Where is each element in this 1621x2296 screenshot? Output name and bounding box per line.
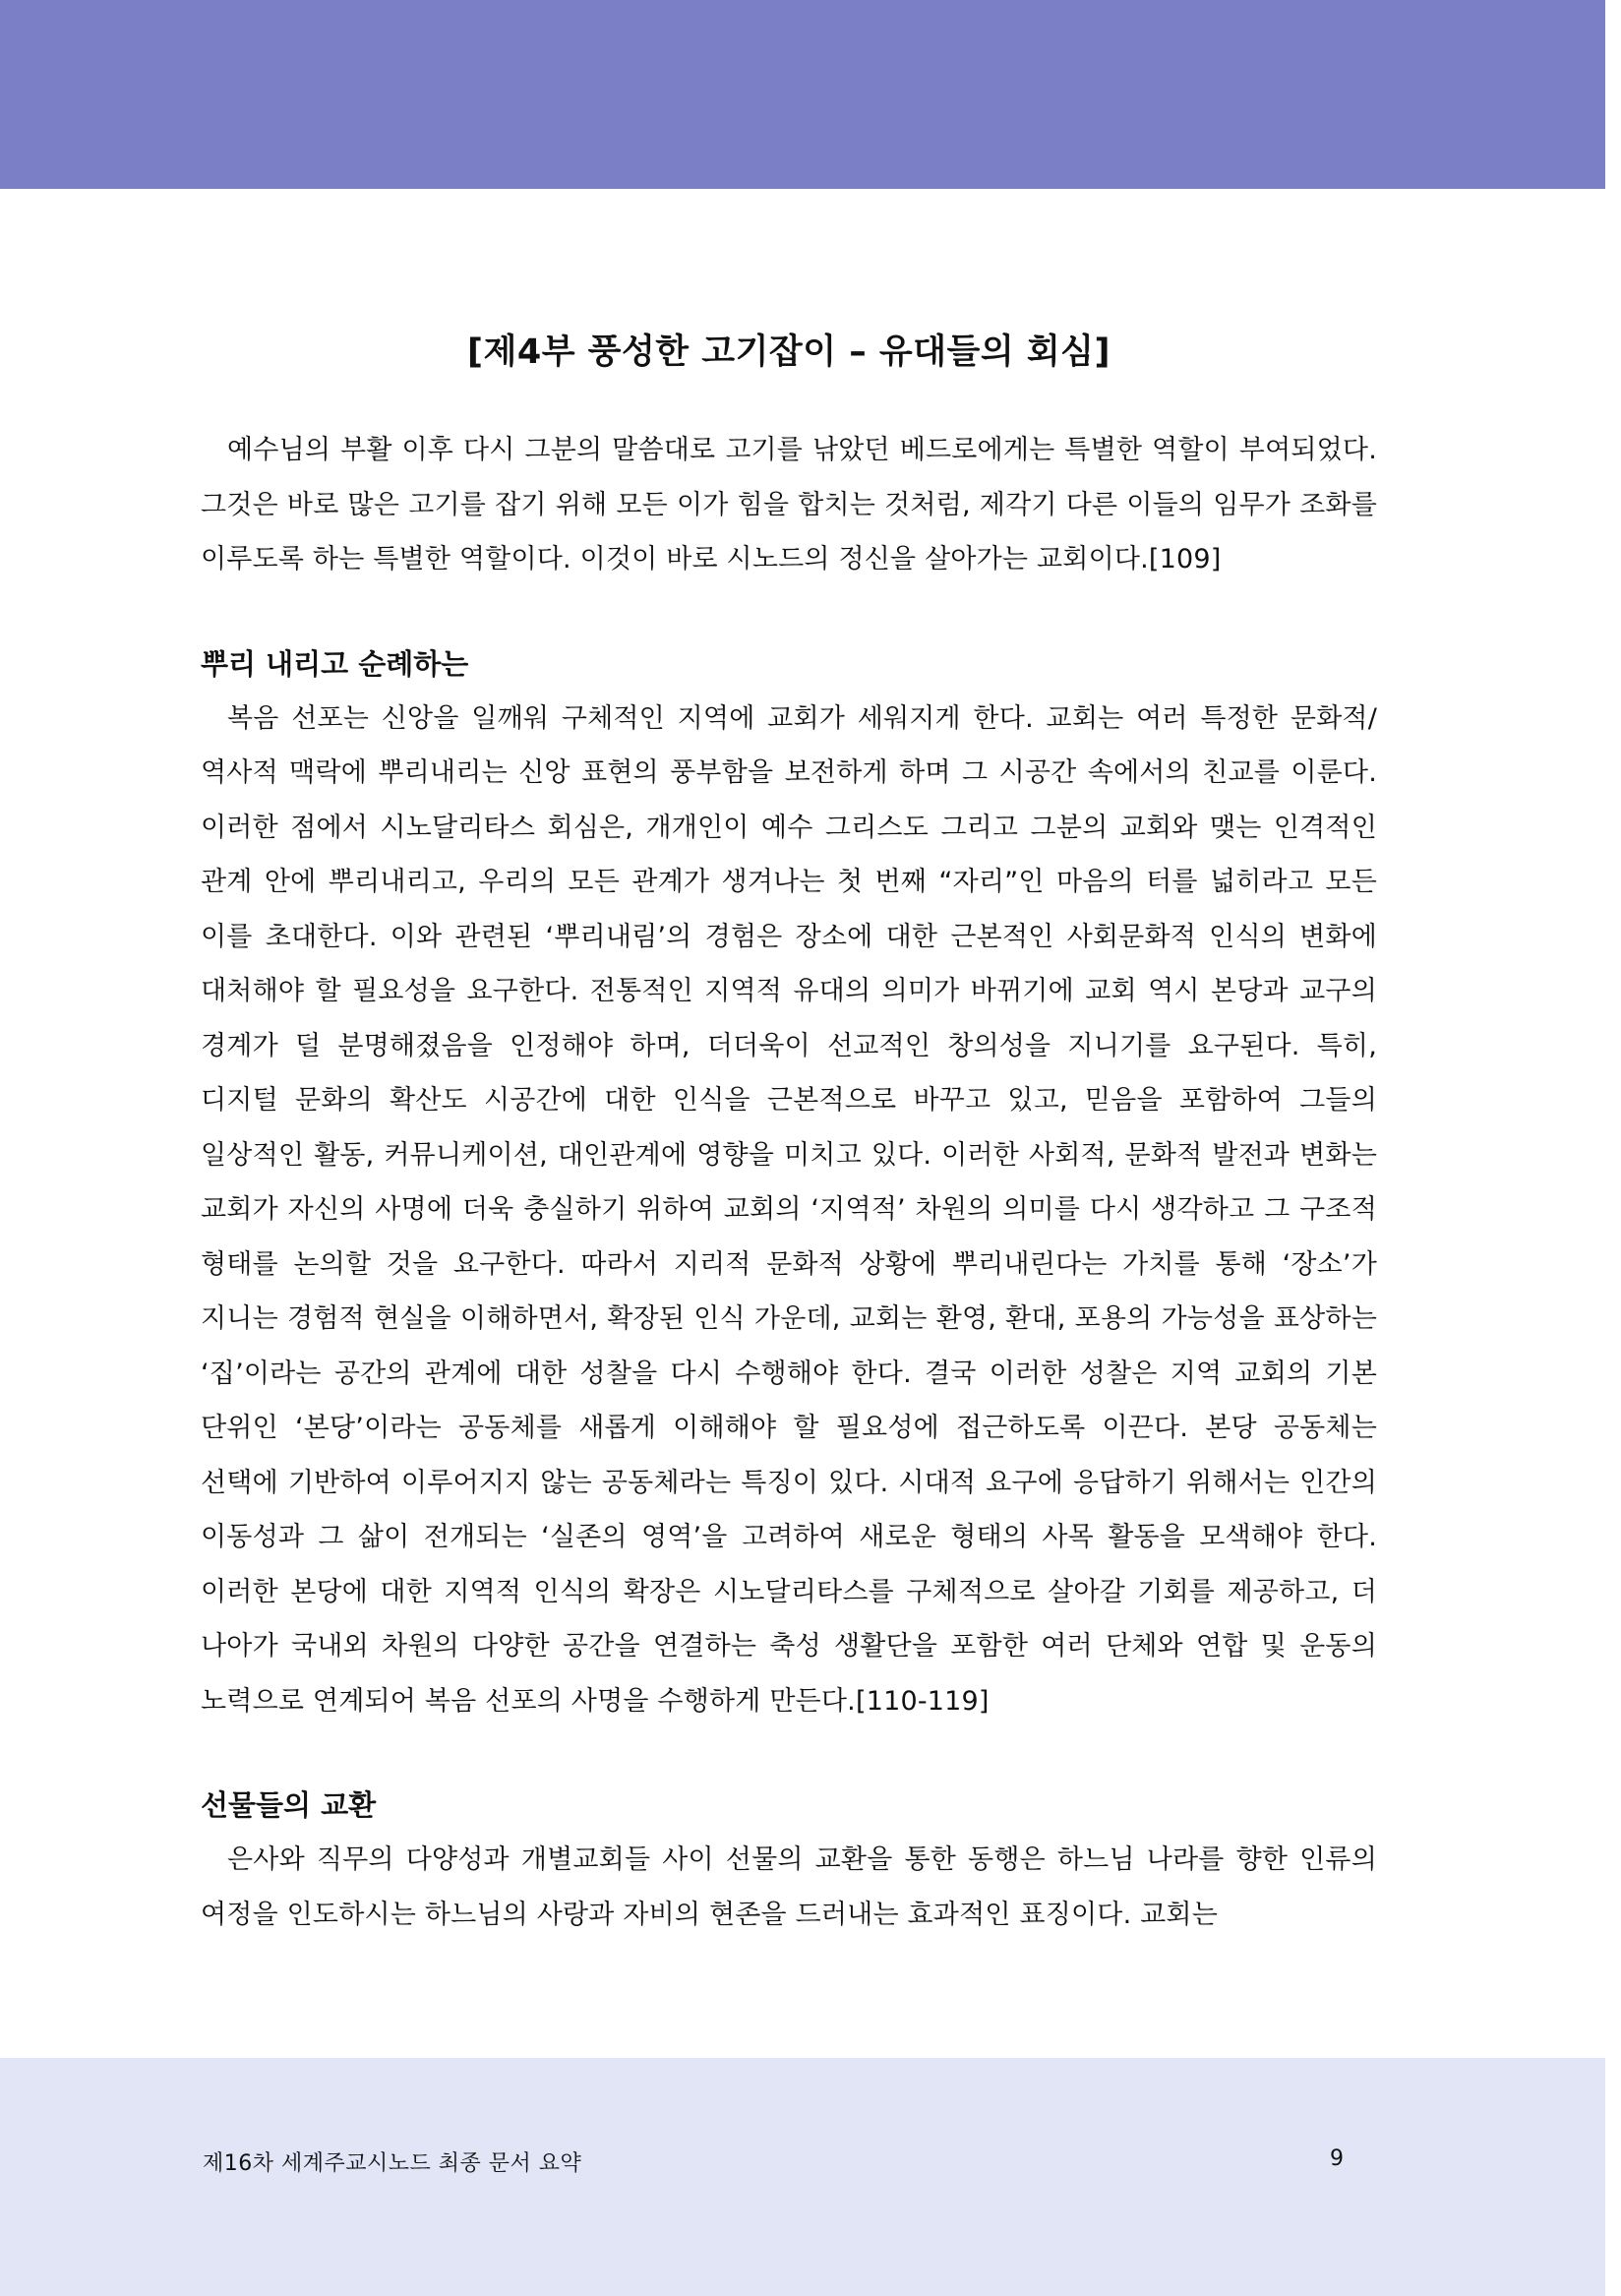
document-title: [제4부 풍성한 고기잡이 – 유대들의 회심] [467,332,1111,372]
section-exchange-of-gifts [201,1783,1377,1942]
section-heading: 선물들의 교환 [201,1788,377,1822]
section-paragraph: 복음 선포는 신앙을 일깨워 구체적인 지역에 교회가 세워지게 한다. 교회는 여러 특정한 문화적/역사적 맥락에 뿌리내리는 신앙 표현의 풍부함을 보전하게 하며 그 시공간 속에서의 친교를 이룬다. 이러한 점에서 시노달리타스 회심은, 개개인이 예수 그리스도 그리고 그분의 교회와 맺는 인격적인 관계 안에 뿌리내리고, 우리의 모든 관계가 생겨나는 첫 번째 “자리”인 마음의 터를 넓히라고 모든 이를 초대한다. 이와 관련된 ‘뿌리내림’의 경험은 장소에 대한 근본적인 사회문화적 인식의 변화에 대처해야 할 필요성을 요구한다. 전통적인 지역적 유대의 의미가 바뀌기에 교회 역시 본당과 교구의 경계가 덜 분명해졌음을 인정해야 하며, 더더욱이 선교적인 창의성을 지니기를 요구된다. 특히, 디지털 문화의 확산도 시공간에 대한 인식을 근본적으로 바꾸고 있고, 믿음을 포함하여 그들의 일상적인 활동, 커뮤니케이션, 대인관계에 영향을 미치고 있다. 이러한 사회적, 문화적 발전과 변화는 교회가 자신의 사명에 더욱 충실하기 위하여 교회의 ‘지역적’ 차원의 의미를 다시 생각하고 그 구조적 형태를 논의할 것을 요구한다. 따라서 지리적 문화적 상황에 뿌리내린다는 가치를 통해 ‘장소’가 지니는 경험적 현실을 이해하면서, 확장된 인식 가운데, 교회는 환영, 환대, 포용의 가능성을 표상하는 ‘집’이라는 공간의 관계에 대한 성찰을 다시 수행해야 한다. 결국 이러한 성찰은 지역 교회의 기본 단위인 ‘본당’이라는 공동체를 새롭게 이해해야 할 필요성에 접근하도록 이끈다. 본당 공동체는 선택에 기반하여 이루어지지 않는 공동체라는 특징이 있다. 시대적 요구에 응답하기 위해서는 인간의 이동성과 그 삶이 전개되는 ‘실존의 영역’을 고려하여 새로운 형태의 사목 활동을 모색해야 한다. 이러한 본당에 대한 지역적 인식의 확장은 시노달리타스를 구체적으로 살아갈 기회를 제공하고, 더 나아가 국내외 차원의 다양한 공간을 연결하는 축성 생활단을 포함한 여러 단체와 연합 및 운동의 노력으로 연계되어 복음 선포의 사명을 수행하게 만든다.[110-119] [201,702,1377,1717]
page-right-edge [1605,0,1621,2296]
header-band [0,0,1605,189]
intro-paragraph: 예수님의 부활 이후 다시 그분의 말씀대로 고기를 낚았던 베드로에게는 특별한 역할이 부여되었다. 그것은 바로 많은 고기를 잡기 위해 모든 이가 힘을 합치는 것처럼, 제각기 다른 이들의 임무가 조화를 이루도록 하는 특별한 역할이다. 이것이 바로 시노드의 정신을 살아가는 교회이다.[109] [201,435,1377,574]
page-number: 9 [1330,2146,1344,2171]
section-heading: 뿌리 내리고 순례하는 [201,646,469,681]
document-body [201,325,1377,1942]
section-rooted-pilgrim [201,642,1377,1729]
footer-band [0,2058,1605,2296]
footer-document-title: 제16차 세계주교시노드 최종 문서 요약 [203,2151,582,2176]
section-paragraph: 은사와 직무의 다양성과 개별교회들 사이 선물의 교환을 통한 동행은 하느님 나라를 향한 인류의 여정을 인도하시는 하느님의 사랑과 자비의 현존을 드러내는 효과적인 표징이다. 교회는 [201,1844,1377,1930]
